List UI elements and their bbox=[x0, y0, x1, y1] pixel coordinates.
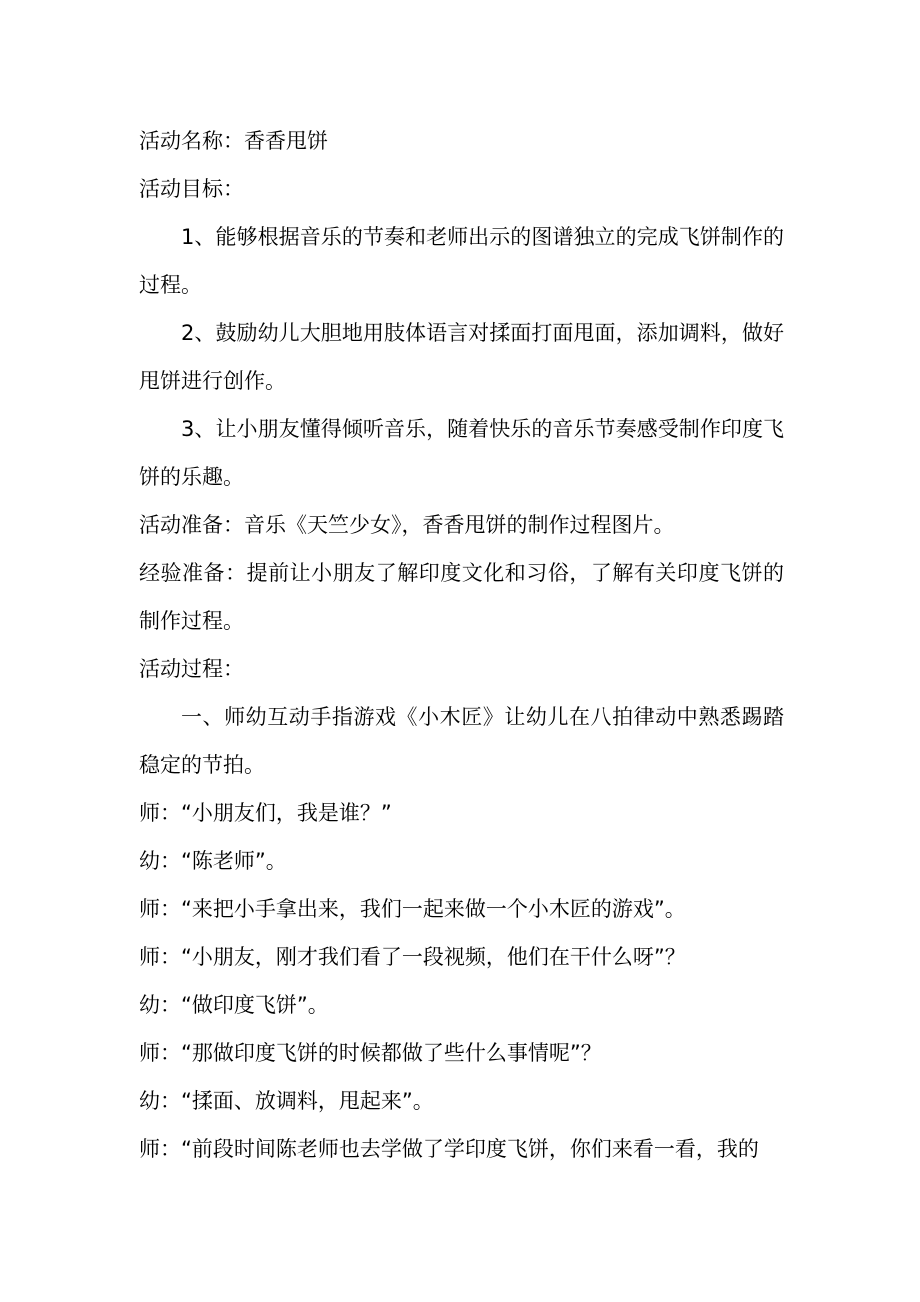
activity-preparation: 活动准备：音乐《天竺少女》，香香甩饼的制作过程图片。 bbox=[139, 513, 675, 537]
activity-process-heading: 活动过程： bbox=[139, 657, 244, 681]
activity-name: 活动名称：香香甩饼 bbox=[139, 129, 328, 153]
dialogue-line: 幼：“做印度飞饼”。 bbox=[139, 993, 329, 1017]
process-step-1: 一、师幼互动手指游戏《小木匠》让幼儿在八拍律动中熟悉踢踏稳定的节拍。 bbox=[139, 705, 784, 777]
goal-item-2: 2、鼓励幼儿大胆地用肢体语言对揉面打面甩面，添加调料，做好甩饼进行创作。 bbox=[139, 321, 784, 393]
goal-item-3: 3、让小朋友懂得倾听音乐，随着快乐的音乐节奏感受制作印度飞饼的乐趣。 bbox=[139, 417, 784, 489]
dialogue-line: 师：“前段时间陈老师也去学做了学印度飞饼，你们来看一看，我的 bbox=[139, 1137, 759, 1161]
dialogue-line: 师：“那做印度飞饼的时候都做了些什么事情呢”？ bbox=[139, 1041, 602, 1065]
dialogue-line: 幼：“陈老师”。 bbox=[139, 849, 287, 873]
experience-preparation: 经验准备：提前让小朋友了解印度文化和习俗，了解有关印度飞饼的制作过程。 bbox=[139, 561, 784, 633]
dialogue-line: 师：“来把小手拿出来，我们一起来做一个小木匠的游戏”。 bbox=[139, 897, 686, 921]
goal-item-1: 1、能够根据音乐的节奏和老师出示的图谱独立的完成飞饼制作的过程。 bbox=[139, 225, 784, 297]
activity-goals-heading: 活动目标： bbox=[139, 177, 244, 201]
dialogue-line: 幼：“揉面、放调料，甩起来”。 bbox=[139, 1089, 434, 1113]
document-body bbox=[139, 117, 784, 1173]
dialogue-line: 师：“小朋友，刚才我们看了一段视频，他们在干什么呀”？ bbox=[139, 945, 686, 969]
dialogue-line: 师：“小朋友们，我是谁？” bbox=[139, 801, 392, 825]
